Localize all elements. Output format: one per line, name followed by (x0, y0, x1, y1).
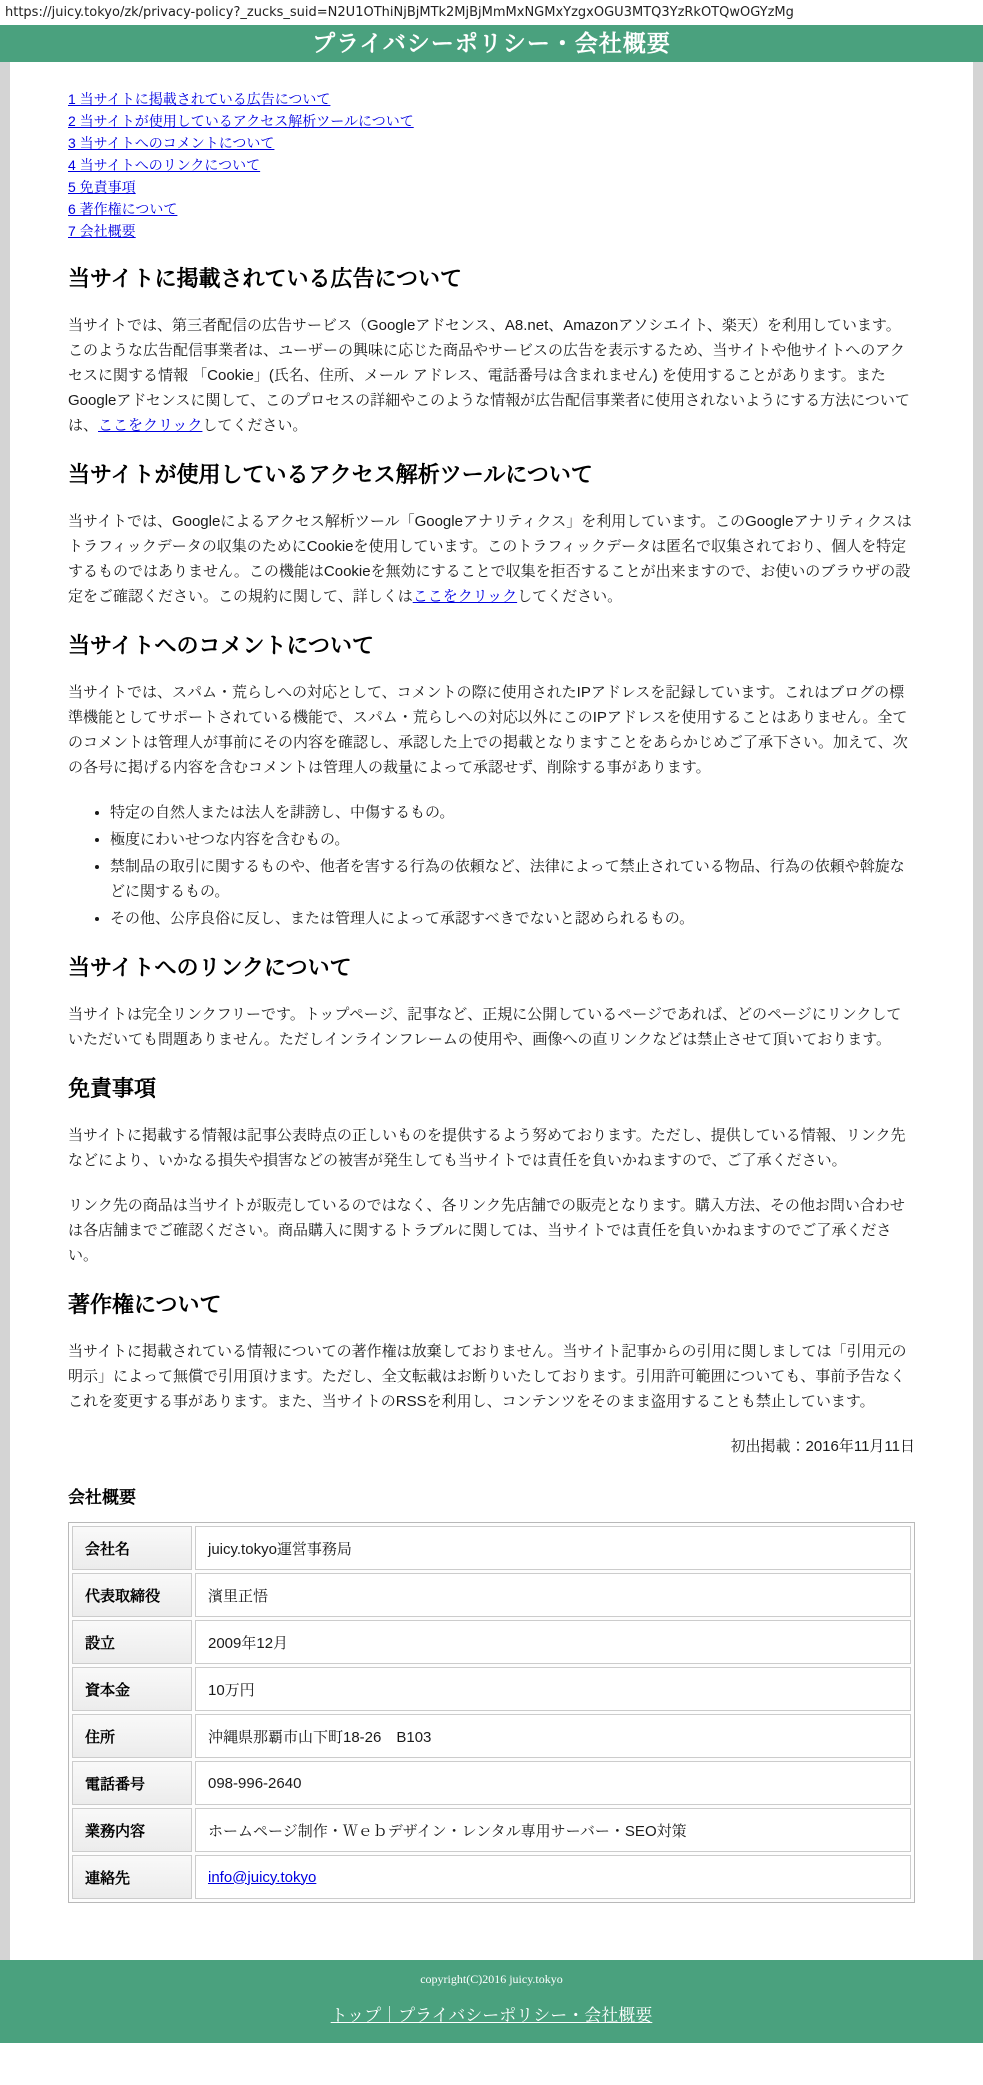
section-copyright-paragraph: 当サイトに掲載されている情報についての著作権は放棄しておりません。当サイト記事からの引用に関しましては「引用元の明示」によって無償で引用頂けます。ただし、全文転載はお断りいたしております。引用許可範囲についても、事前予告なくこれを変更する事があります。また、当サイトのRSSを利用し、コンテンツをそのまま盗用することも禁止しています。 (68, 1343, 907, 1410)
section-copyright-heading: 著作権について (68, 1292, 222, 1317)
table-row (72, 1526, 911, 1570)
row-label: 業務内容 (72, 1808, 192, 1852)
list-item: • 特定の自然人または法人を誹謗し、中傷するもの。 (110, 800, 915, 825)
section-disclaimer (68, 1072, 915, 1268)
footer-nav-link[interactable]: トップ｜プライバシーポリシー・会社概要 (330, 2006, 653, 2025)
section-ads (68, 262, 915, 438)
row-value: 濱里正悟 (195, 1573, 911, 1617)
content-card (10, 62, 973, 1960)
paragraph-text: してください。 (517, 588, 623, 605)
section-disclaimer-heading: 免責事項 (68, 1076, 157, 1101)
click-here-link-analytics[interactable]: ここをクリック (412, 588, 518, 605)
page-background (0, 62, 983, 1960)
section-disclaimer-paragraph-1: 当サイトに掲載する情報は記事公表時点の正しいものを提供するよう努めております。ただし、提供している情報、リンク先などにより、いかなる損失や損害などの被害が発生しても当サイトでは責任を負いかねますので、ご了承ください。 (68, 1127, 906, 1169)
section-company (68, 1483, 915, 1903)
paragraph-text: 当サイトでは、Googleによるアクセス解析ツール「Googleアナリティクス」を利用しています。このGoogleアナリティクスはトラフィックデータの収集のためにCookieを使用しています。このトラフィックデータは匿名で収集されており、個人を特定するものではありません。この機能はCookieを無効にすることで収集を拒否することが出来ますので、お使いのブラウザの設定をご確認ください。この規約に関して、詳しくは (68, 513, 912, 605)
row-value: juicy.tokyo運営事務局 (195, 1526, 911, 1570)
table-of-contents (68, 88, 915, 242)
row-value: ホームページ制作・Ｗｅｂデザイン・レンタル専用サーバー・SEO対策 (195, 1808, 911, 1852)
row-value: 098-996-2640 (195, 1761, 911, 1805)
section-links-paragraph: 当サイトは完全リンクフリーです。トップページ、記事など、正規に公開しているページであれば、どのページにリンクしていただいても問題ありません。ただしインラインフレームの使用や、画像への直リンクなどは禁止させて頂いております。 (68, 1006, 902, 1048)
section-comments-heading: 当サイトへのコメントについて (68, 633, 375, 658)
table-row (72, 1855, 911, 1899)
page-header (0, 25, 983, 62)
table-row (72, 1620, 911, 1664)
row-label: 連絡先 (72, 1855, 192, 1899)
list-item: • 禁制品の取引に関するものや、他者を害する行為の依頼など、法律によって禁止されている物品、行為の依頼や斡旋などに関するもの。 (110, 854, 915, 904)
section-ads-paragraph (68, 313, 915, 438)
comment-rules-list (68, 800, 915, 931)
section-analytics-heading: 当サイトが使用しているアクセス解析ツールについて (68, 462, 593, 487)
table-row (72, 1714, 911, 1758)
toc-link-analytics[interactable]: 2 当サイトが使用しているアクセス解析ツールについて (68, 113, 414, 129)
company-info-table (68, 1522, 915, 1903)
toc-link-comments[interactable]: 3 当サイトへのコメントについて (68, 135, 275, 151)
list-item: • 極度にわいせつな内容を含むもの。 (110, 827, 915, 852)
section-comments-paragraph: 当サイトでは、スパム・荒らしへの対応として、コメントの際に使用されたIPアドレスを記録しています。これはブログの標準機能としてサポートされている機能で、スパム・荒らしへの対応以外にこのIPアドレスを使用することはありません。全てのコメントは管理人が事前にその内容を確認し、承認した上での掲載となりますことをあらかじめご了承下さい。加えて、次の各号に掲げる内容を含むコメントは管理人の裁量によって承認せず、削除する事があります。 (68, 684, 908, 776)
copyright-text: copyright(C)2016 juicy.tokyo (420, 1972, 563, 1986)
click-here-link-ads[interactable]: ここをクリック (98, 417, 203, 434)
table-row (72, 1667, 911, 1711)
browser-url-text: https://juicy.tokyo/zk/privacy-policy?_zucks_suid=N2U1OThiNjBjMTk2MjBjMmMxNGMxYzgxOGU3MTQ3YzRkOTQwOGYzMg (0, 0, 983, 25)
toc-link-copyright[interactable]: 6 著作権について (68, 201, 178, 217)
section-comments (68, 629, 915, 931)
row-label: 代表取締役 (72, 1573, 192, 1617)
first-published-date: 初出掲載：2016年11月11日 (730, 1438, 915, 1455)
toc-link-links[interactable]: 4 当サイトへのリンクについて (68, 157, 261, 173)
table-row (72, 1761, 911, 1805)
section-analytics (68, 458, 915, 609)
row-label: 電話番号 (72, 1761, 192, 1805)
section-copyright (68, 1288, 915, 1459)
row-label: 設立 (72, 1620, 192, 1664)
row-value: 10万円 (195, 1667, 911, 1711)
section-analytics-paragraph (68, 509, 915, 609)
row-label: 資本金 (72, 1667, 192, 1711)
table-row (72, 1573, 911, 1617)
row-value (195, 1855, 911, 1899)
toc-link-disclaimer[interactable]: 5 免責事項 (68, 179, 136, 195)
section-links-heading: 当サイトへのリンクについて (68, 955, 352, 980)
section-disclaimer-paragraph-2: リンク先の商品は当サイトが販売しているのではなく、各リンク先店舗での販売となります。購入方法、その他お問い合わせは各店舗までご確認ください。商品購入に関するトラブルに関しては、当サイトでは責任を負いかねますのでご了承ください。 (68, 1197, 905, 1264)
row-value: 沖縄県那覇市山下町18-26 B103 (195, 1714, 911, 1758)
row-value: 2009年12月 (195, 1620, 911, 1664)
section-links (68, 951, 915, 1052)
list-item: • その他、公序良俗に反し、または管理人によって承認すべきでないと認められるもの。 (110, 906, 915, 931)
page-footer (0, 1960, 983, 2043)
company-heading: 会社概要 (68, 1488, 136, 1507)
toc-link-company[interactable]: 7 会社概要 (68, 223, 136, 239)
table-row (72, 1808, 911, 1852)
paragraph-text: 当サイトでは、第三者配信の広告サービス（Googleアドセンス、A8.net、Amazonアソシエイト、楽天）を利用しています。このような広告配信事業者は、ユーザーの興味に応じた商品やサービスの広告を表示するため、当サイトや他サイトへのアクセスに関する情報 「Cookie」(氏名、住所、メール アドレス、電話番号は含まれません) を使用することがあります。またGoogleアドセンスに関して、このプロセスの詳細やこのような情報が広告配信事業者に使用されないようにする方法については、 (68, 317, 910, 434)
toc-link-ads[interactable]: 1 当サイトに掲載されている広告について (68, 91, 331, 107)
page-title: プライバシーポリシー・会社概要 (312, 30, 671, 56)
row-label: 住所 (72, 1714, 192, 1758)
paragraph-text: してください。 (202, 417, 308, 434)
section-ads-heading: 当サイトに掲載されている広告について (68, 266, 463, 291)
row-label: 会社名 (72, 1526, 192, 1570)
email-link[interactable]: info@juicy.tokyo (208, 1868, 317, 1886)
